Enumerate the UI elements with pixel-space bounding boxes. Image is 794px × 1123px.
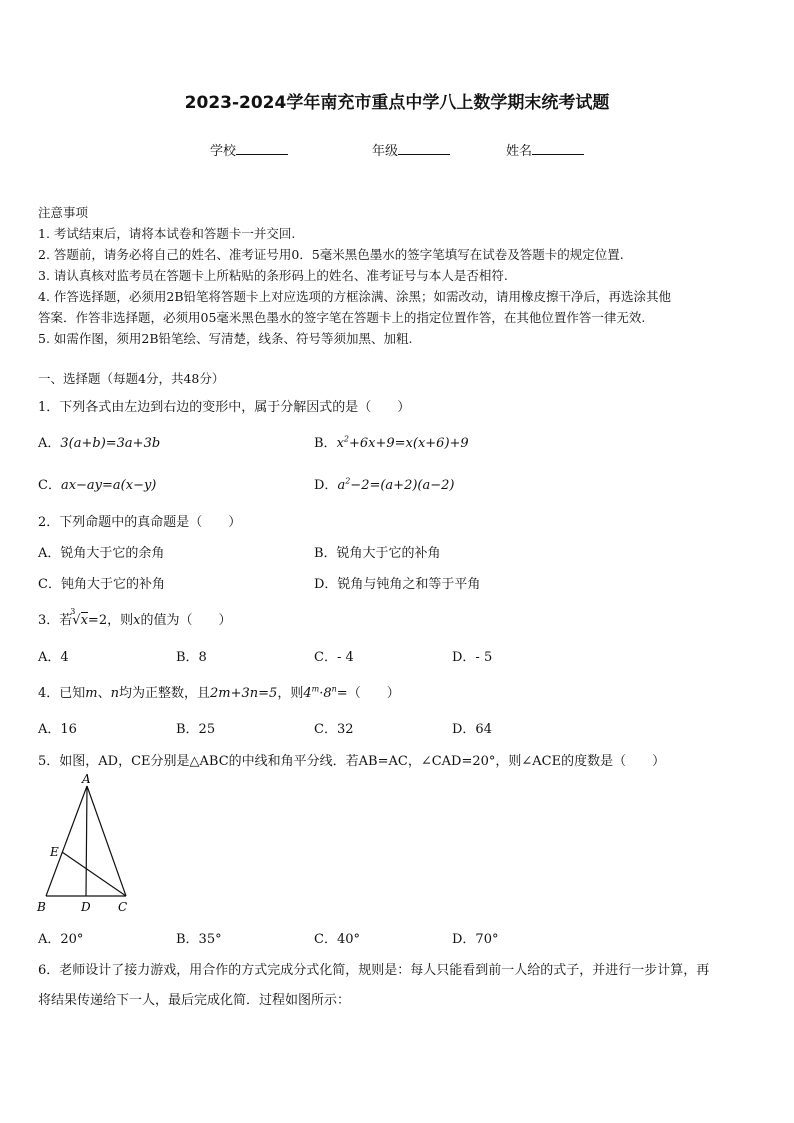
- note-item: 5. 如需作图，须用2B铅笔绘、写清楚，线条、符号等须加黑、加粗.: [38, 331, 413, 346]
- q5-option-b: B．35°: [176, 932, 222, 947]
- note-item: 3. 请认真核对监考员在答题卡上所粘贴的条形码上的姓名、准考证号与本人是否相符.: [38, 268, 508, 283]
- q1-option-c: [38, 474, 156, 493]
- q3-option-c: C．- 4: [314, 650, 354, 665]
- q5-option-a: A．20°: [38, 932, 84, 947]
- q1-option-a-expr: 3(a+b)=3a+3b: [60, 436, 161, 451]
- q1-option-d-exp: 2: [345, 476, 351, 486]
- name-field: [506, 140, 584, 159]
- q4-expr-a: 4: [303, 686, 312, 701]
- question-2-stem: 2．下列命题中的真命题是（ ）: [38, 515, 242, 530]
- section-heading: 一、选择题（每题4分，共48分）: [38, 371, 225, 386]
- name-label: 姓名: [506, 144, 533, 159]
- notes-heading: 注意事项: [38, 205, 89, 220]
- radical-sign-icon: √: [72, 613, 81, 628]
- q1-option-d-rest: −2=(a+2)(a−2): [350, 478, 455, 493]
- q4-expr-b: 8: [323, 686, 332, 701]
- q3-option-d: D．- 5: [452, 650, 493, 665]
- q4-var-m: m: [85, 686, 98, 701]
- label-c: C: [118, 900, 128, 914]
- note-item: 2. 答题前，请务必将自己的姓名、准考证号用0．5毫米黑色墨水的签字笔填写在试卷及答题卡的规定位置.: [38, 247, 624, 262]
- q1-option-d-label: D．: [314, 478, 338, 493]
- q3-var: x: [133, 613, 141, 628]
- note-item: 1. 考试结束后，请将本试卷和答题卡一并交回.: [38, 226, 296, 241]
- q3-stem-mid: =2，则: [87, 613, 134, 628]
- q1-option-b: [314, 432, 469, 451]
- school-label: 学校: [210, 144, 237, 159]
- q2-option-d: D．锐角与钝角之和等于平角: [314, 577, 481, 592]
- question-1-stem: 1．下列各式由左边到右边的变形中，属于分解因式的是（ ）: [38, 400, 411, 415]
- triangle-figure: [30, 772, 140, 920]
- q4-var-n: n: [110, 686, 119, 701]
- name-blank[interactable]: [532, 142, 584, 155]
- q3-option-a: A．4: [38, 650, 69, 665]
- q1-option-b-rest: +6x+9=x(x+6)+9: [349, 436, 469, 451]
- q4-option-c: C．32: [314, 722, 354, 737]
- q4-expr-dot: ·: [319, 686, 324, 701]
- page-title: 2023-2024学年南充市重点中学八上数学期末统考试题: [184, 93, 610, 113]
- note-item: 4. 作答选择题，必须用2B铅笔将答题卡上对应选项的方框涂满、涂黑；如需改动，请用橡皮擦干净后，再选涂其他: [38, 289, 672, 304]
- q1-option-b-label: B．: [314, 436, 337, 451]
- grade-blank[interactable]: [398, 142, 450, 155]
- q1-option-c-label: C．: [38, 478, 61, 493]
- label-d: D: [81, 900, 91, 914]
- q2-option-c: C．钝角大于它的补角: [38, 577, 165, 592]
- question-6-stem-line1: 6．老师设计了接力游戏，用合作的方式完成分式化简，规则是：每人只能看到前一人给的式子，并进行一步计算，再: [38, 963, 710, 978]
- question-5-stem: 5．如图，AD，CE分别是△ABC的中线和角平分线．若AB=AC，∠CAD=20°，则∠ACE的度数是（ ）: [38, 754, 666, 769]
- q2-option-b: B．锐角大于它的补角: [314, 546, 441, 561]
- q4-sep: 、: [97, 686, 111, 701]
- label-e: E: [50, 845, 59, 859]
- question-4-stem: [38, 682, 400, 701]
- q4-stem-pre: 4．已知: [38, 686, 86, 701]
- grade-field: [372, 140, 450, 159]
- question-6-stem-line2: 将结果传递给下一人，最后完成化简．过程如图所示：: [38, 993, 351, 1008]
- q3-stem-post: 的值为（ ）: [140, 613, 232, 628]
- bisector-ce: [62, 852, 126, 896]
- q2-option-a: A．锐角大于它的余角: [38, 546, 165, 561]
- q4-condition: 2m+3n=5: [210, 686, 278, 701]
- q4-option-a: A．16: [38, 722, 77, 737]
- q1-option-d-base: a: [337, 478, 346, 493]
- q4-option-b: B．25: [176, 722, 216, 737]
- q3-root-index: 3: [70, 607, 76, 616]
- q4-expr-a-exp: m: [311, 684, 320, 694]
- q5-option-d: D．70°: [452, 932, 499, 947]
- q1-option-b-base: x: [336, 436, 344, 451]
- q4-stem-post: =（ ）: [336, 686, 400, 701]
- q3-stem-pre: 3．若: [38, 613, 73, 628]
- q3-option-b: B．8: [176, 650, 207, 665]
- grade-label: 年级: [372, 144, 399, 159]
- q4-expr-b-exp: n: [331, 684, 337, 694]
- q1-option-c-expr: ax−ay=a(x−y): [60, 478, 157, 493]
- q5-option-c: C．40°: [314, 932, 360, 947]
- q1-option-a-label: A．: [38, 436, 61, 451]
- side-ab: [46, 786, 87, 896]
- school-blank[interactable]: [236, 142, 288, 155]
- q1-option-a: [38, 432, 160, 451]
- q4-stem-mid: 均为正整数，且: [119, 686, 211, 701]
- label-b: B: [37, 900, 46, 914]
- question-3-stem: [38, 609, 231, 628]
- q4-stem-mid2: ，则: [277, 686, 304, 701]
- median-ad: [86, 786, 87, 896]
- q1-option-b-exp: 2: [343, 434, 349, 444]
- label-a: A: [82, 772, 91, 786]
- q3-radicand: x: [80, 613, 88, 628]
- side-ac: [87, 786, 126, 896]
- school-field: [210, 140, 288, 159]
- q4-option-d: D．64: [452, 722, 492, 737]
- note-item: 答案．作答非选择题，必须用05毫米黑色墨水的签字笔在答题卡上的指定位置作答，在其他位置作答一律无效.: [38, 310, 646, 325]
- q1-option-d: [314, 474, 454, 493]
